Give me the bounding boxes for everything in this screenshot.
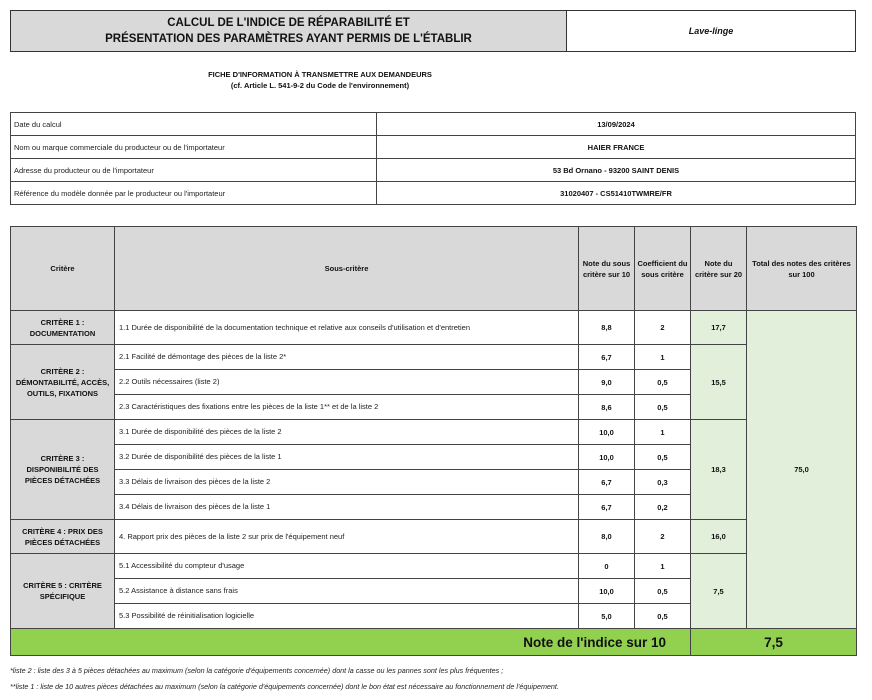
sub-criterion-score: 5,0 xyxy=(579,604,635,629)
header-critere: Critère xyxy=(11,227,115,311)
sub-criterion-label: 5.1 Accessibilité du compteur d'usage xyxy=(115,554,579,579)
table-row xyxy=(11,520,857,554)
sub-criterion-score: 6,7 xyxy=(579,495,635,520)
sub-criterion-score: 0 xyxy=(579,554,635,579)
table-row xyxy=(11,554,857,579)
table-row xyxy=(11,311,857,345)
sub-criterion-coefficient: 1 xyxy=(635,554,691,579)
product-type: Lave-linge xyxy=(567,11,855,51)
sub-criterion-label: 3.2 Durée de disponibilité des pièces de la liste 1 xyxy=(115,445,579,470)
info-label: Référence du modèle donnée par le producteur ou l'importateur xyxy=(11,182,377,205)
criteria-table xyxy=(10,226,857,656)
sub-criterion-coefficient: 0,3 xyxy=(635,470,691,495)
sub-criterion-coefficient: 1 xyxy=(635,420,691,445)
sub-criterion-coefficient: 0,5 xyxy=(635,395,691,420)
criterion-score: 7,5 xyxy=(691,554,747,629)
info-label: Date du calcul xyxy=(11,113,377,136)
sub-criterion-score: 10,0 xyxy=(579,420,635,445)
header-coefficient: Coefficient du sous critère xyxy=(635,227,691,311)
index-label: Note de l'indice sur 10 xyxy=(11,629,691,656)
sub-criterion-label: 3.4 Délais de livraison des pièces de la liste 1 xyxy=(115,495,579,520)
sub-criterion-label: 2.2 Outils nécessaires (liste 2) xyxy=(115,370,579,395)
subtitle-line-2: (cf. Article L. 541-9-2 du Code de l'environnement) xyxy=(230,81,410,90)
info-row xyxy=(11,113,856,136)
header-sous-critere: Sous-critère xyxy=(115,227,579,311)
info-value: HAIER FRANCE xyxy=(377,136,856,159)
sub-criterion-score: 8,8 xyxy=(579,311,635,345)
sub-criterion-score: 10,0 xyxy=(579,445,635,470)
sub-criterion-score: 10,0 xyxy=(579,579,635,604)
sub-criterion-label: 5.3 Possibilité de réinitialisation logicielle xyxy=(115,604,579,629)
sub-criterion-score: 8,0 xyxy=(579,520,635,554)
header-note-sous-critere: Note du sous critère sur 10 xyxy=(579,227,635,311)
sub-criterion-label: 5.2 Assistance à distance sans frais xyxy=(115,579,579,604)
table-row xyxy=(11,420,857,445)
info-row xyxy=(11,182,856,205)
index-value: 7,5 xyxy=(691,629,857,656)
sub-criterion-score: 6,7 xyxy=(579,470,635,495)
criterion-name: CRITÈRE 1 : DOCUMENTATION xyxy=(11,311,115,345)
criterion-score: 16,0 xyxy=(691,520,747,554)
info-value: 13/09/2024 xyxy=(377,113,856,136)
document-title xyxy=(11,11,567,51)
criterion-name: CRITÈRE 5 : CRITÈRE SPÉCIFIQUE xyxy=(11,554,115,629)
info-value: 31020407 - CS51410TWMRE/FR xyxy=(377,182,856,205)
sub-criterion-label: 3.3 Délais de livraison des pièces de la liste 2 xyxy=(115,470,579,495)
criterion-score: 18,3 xyxy=(691,420,747,520)
sub-criterion-coefficient: 1 xyxy=(635,345,691,370)
sub-criterion-score: 8,6 xyxy=(579,395,635,420)
title-line-2: PRÉSENTATION DES PARAMÈTRES AYANT PERMIS DE L'ÉTABLIR xyxy=(105,33,472,45)
info-row xyxy=(11,136,856,159)
criterion-score: 15,5 xyxy=(691,345,747,420)
footnote-liste-1: **liste 1 : liste de 10 autres pièces détachées au maximum (selon la catégorie d'équipements concernée) dont le bon état est nécessaire au fonctionnement de l'équipement. xyxy=(10,682,559,691)
sub-criterion-coefficient: 0,5 xyxy=(635,445,691,470)
header-note-critere: Note du critère sur 20 xyxy=(691,227,747,311)
total-score: 75,0 xyxy=(747,311,857,629)
sub-criterion-coefficient: 0,2 xyxy=(635,495,691,520)
info-value: 53 Bd Ornano - 93200 SAINT DENIS xyxy=(377,159,856,182)
info-row xyxy=(11,159,856,182)
sub-criterion-label: 1.1 Durée de disponibilité de la documentation technique et relative aux conseils d'utilisation et d'entretien xyxy=(115,311,579,345)
title-line-1: CALCUL DE L'INDICE DE RÉPARABILITÉ ET xyxy=(167,17,410,29)
sub-criterion-score: 9,0 xyxy=(579,370,635,395)
sub-criterion-coefficient: 2 xyxy=(635,311,691,345)
footnote-liste-2: *liste 2 : liste des 3 à 5 pièces détachées au maximum (selon la catégorie d'équipements concernée) dont la casse ou les pannes sont les plus fréquentes ; xyxy=(10,666,504,675)
table-row xyxy=(11,345,857,370)
sub-criterion-label: 2.3 Caractéristiques des fixations entre les pièces de la liste 1** et de la liste 2 xyxy=(115,395,579,420)
subtitle-line-1: FICHE D'INFORMATION À TRANSMETTRE AUX DEMANDEURS xyxy=(208,70,432,79)
criterion-name: CRITÈRE 4 : PRIX DES PIÈCES DÉTACHÉES xyxy=(11,520,115,554)
sub-criterion-coefficient: 0,5 xyxy=(635,370,691,395)
sub-criterion-label: 4. Rapport prix des pièces de la liste 2 sur prix de l'équipement neuf xyxy=(115,520,579,554)
criterion-name: CRITÈRE 3 : DISPONIBILITÉ DES PIÈCES DÉTACHÉES xyxy=(11,420,115,520)
info-label: Adresse du producteur ou de l'importateur xyxy=(11,159,377,182)
sub-criterion-score: 6,7 xyxy=(579,345,635,370)
sub-criterion-coefficient: 0,5 xyxy=(635,604,691,629)
criterion-score: 17,7 xyxy=(691,311,747,345)
sub-criterion-label: 2.1 Facilité de démontage des pièces de la liste 2* xyxy=(115,345,579,370)
sub-criterion-label: 3.1 Durée de disponibilité des pièces de la liste 2 xyxy=(115,420,579,445)
info-table xyxy=(10,112,856,205)
header-total: Total des notes des critères sur 100 xyxy=(747,227,857,311)
title-block xyxy=(10,10,856,52)
sub-criterion-coefficient: 0,5 xyxy=(635,579,691,604)
sub-criterion-coefficient: 2 xyxy=(635,520,691,554)
criterion-name: CRITÈRE 2 : DÉMONTABILITÉ, ACCÈS, OUTILS, FIXATIONS xyxy=(11,345,115,420)
info-label: Nom ou marque commerciale du producteur ou de l'importateur xyxy=(11,136,377,159)
